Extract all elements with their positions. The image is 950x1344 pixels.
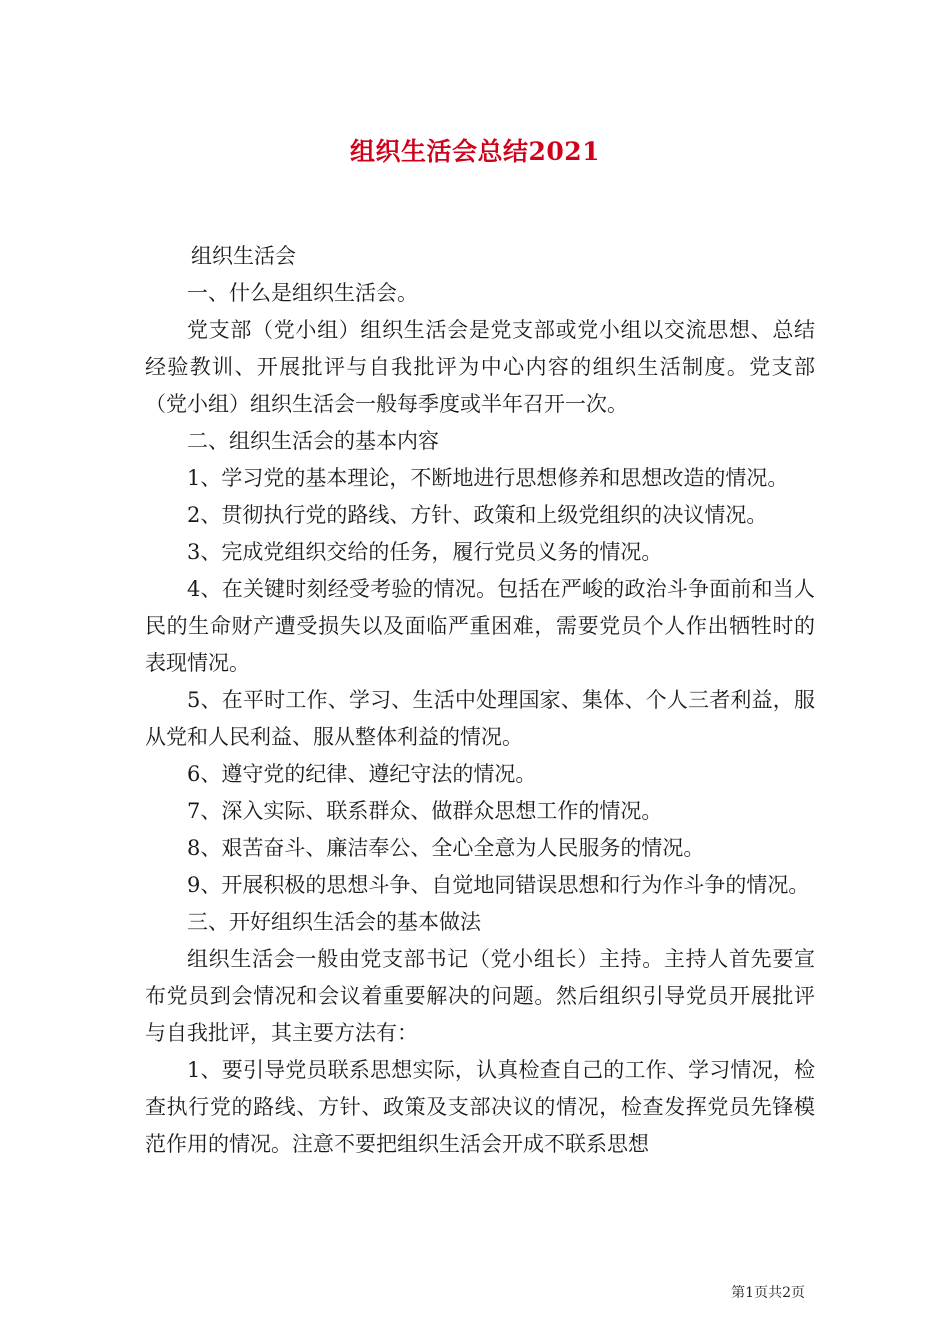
paragraph: 三、开好组织生活会的基本做法 xyxy=(187,910,481,934)
paragraph: 一、什么是组织生活会。 xyxy=(187,281,418,305)
paragraph: 4、在关键时刻经受考验的情况。包括在严峻的政治斗争面前和当人民的生命财产遭受损失以及面临严重困难，需要党员个人作出牺牲时的表现情况。 xyxy=(145,577,815,675)
paragraph: 5、在平时工作、学习、生活中处理国家、集体、个人三者利益，服从党和人民利益、服从整体利益的情况。 xyxy=(145,688,815,749)
paragraph: 7、深入实际、联系群众、做群众思想工作的情况。 xyxy=(187,799,663,823)
paragraph: 9、开展积极的思想斗争、自觉地同错误思想和行为作斗争的情况。 xyxy=(187,873,810,897)
paragraph: 8、艰苦奋斗、廉洁奉公、全心全意为人民服务的情况。 xyxy=(187,836,705,860)
document-title: 组织生活会总结2021 xyxy=(349,137,601,166)
page-number-footer: 第1页共2页 xyxy=(731,1285,805,1301)
paragraph: 二、组织生活会的基本内容 xyxy=(187,429,439,453)
paragraph: 1、要引导党员联系思想实际，认真检查自己的工作、学习情况，检查执行党的路线、方针、政策及支部决议的情况，检查发挥党员先锋模范作用的情况。注意不要把组织生活会开成不联系思想 xyxy=(145,1058,815,1156)
paragraph: 6、遵守党的纪律、遵纪守法的情况。 xyxy=(187,762,537,786)
paragraph: 3、完成党组织交给的任务，履行党员义务的情况。 xyxy=(187,540,663,564)
paragraph: 2、贯彻执行党的路线、方针、政策和上级党组织的决议情况。 xyxy=(187,503,768,527)
document-body xyxy=(145,238,815,1163)
paragraph: 组织生活会一般由党支部书记（党小组长）主持。主持人首先要宣布党员到会情况和会议着重要解决的问题。然后组织引导党员开展批评与自我批评，其主要方法有： xyxy=(145,947,815,1045)
paragraph: 1、学习党的基本理论，不断地进行思想修养和思想改造的情况。 xyxy=(187,466,789,490)
paragraph: 组织生活会 xyxy=(191,244,296,268)
paragraph: 党支部（党小组）组织生活会是党支部或党小组以交流思想、总结经验教训、开展批评与自我批评为中心内容的组织生活制度。党支部（党小组）组织生活会一般每季度或半年召开一次。 xyxy=(145,318,815,416)
